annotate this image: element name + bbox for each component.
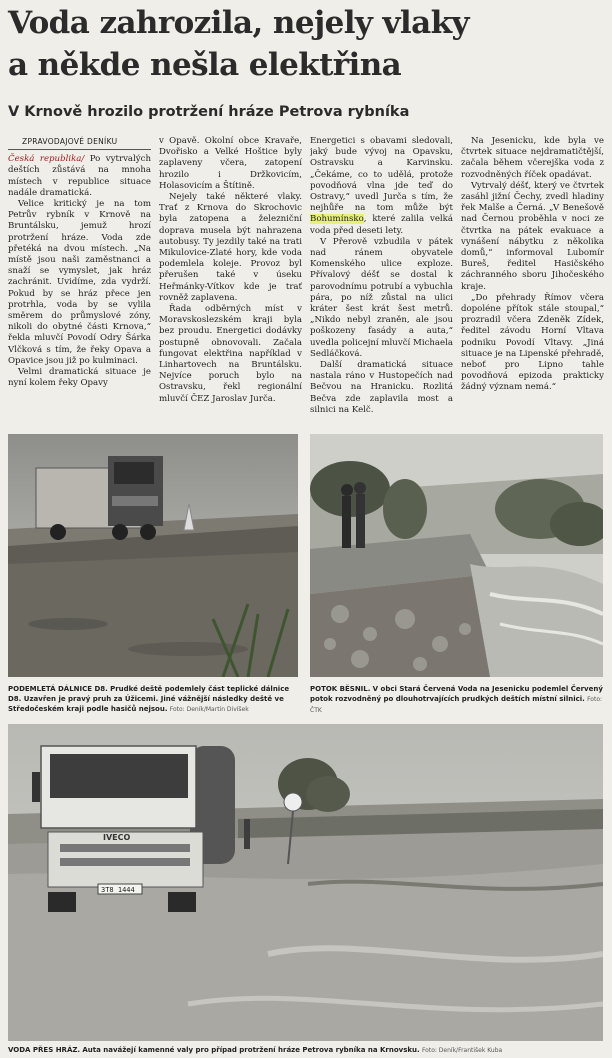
caption-lead: POTOK BĚSNIL. <box>310 685 371 693</box>
caption-lead: VODA PŘES HRÁZ. <box>8 1046 81 1054</box>
paragraph: Na Jesenicku, kde byla ve čtvrtek situace nejdramatičtější, začala během včerejška voda z rozvodněných říček opadávat. <box>461 136 604 180</box>
article-column-1 <box>8 136 151 428</box>
paragraph <box>310 136 453 237</box>
stream-photo-illustration <box>310 434 603 677</box>
photo-caption-dam <box>8 1045 603 1056</box>
headline-line-2: a někde nešla elektřina <box>8 47 402 83</box>
photo-credit: Foto: ČTK <box>310 696 603 714</box>
photo-highway <box>8 434 298 677</box>
paragraph: Řada odběrných míst v Moravskoslezském kraji byla bez proudu. Energetici dodávky postupně obnovovali. Začala fungovat elektřina například v Linhartovech na Bruntálsku. Nejvíce poruch bylo na Ostravsku, řekl regionální mluvčí ČEZ Jaroslav Jurča. <box>159 304 302 404</box>
paragraph-text: , které zalila velká voda před deseti lety. <box>310 214 453 236</box>
paragraph: Další dramatická situace nastala ráno v Hustopečích nad Bečvou na Hranicku. Rozlitá Bečva zde zaplavila most a silnici na Kelč. <box>310 360 453 415</box>
paragraph-text: Po vytrvalých deštích zůstává na mnoha místech v republice situace nadále dramatická. <box>8 154 151 198</box>
paragraph: „Do přehrady Římov včera dopoléne přítok stále stoupal,“ prozradil včera Zdeněk Zídek, ředitel závodu Horní Vltava podniku Povodí Vltavy. „Jiná situace je na Lipenské přehradě, neboť pro Lipno tahle povodňová epizoda prakticky žádný význam nemá.“ <box>461 292 604 393</box>
paragraph: V Přerově vzbudila v pátek nad ránem obyvatele Komenského ulice exploze. Přívalový déšť se dostal k parovodnímu potrubí a vybuchla pára, po níž zůstal na ulici kráter šest krát šest metrů. „Nikdo nebyl zraněn, ale jsou poškozeny fasády a auta,“ uvedla policejní mluvčí Michaela Sedláčková. <box>310 236 453 359</box>
photo-dam <box>8 724 603 1041</box>
paragraph: Velice kritický je na tom Petrův rybník v Krnově na Bruntálsku, jemuž hrozí protržení hráze. Voda zde přetéká na dvou místech. „Na místě jsou naši zaměstnanci a snaží se vymyslet, jak hráz zachránit. Uvidíme, zda vydrží. Pokud by se hráz přece jen protrhla, voda by se vylila směrem do průmyslové zóny, nikoli do obytné části Krnova,“ řekla mluvčí Povodí Odry Šárka Vlčková s tím, že řeky Opava a Opavice jsou již po kulminaci. <box>8 199 151 366</box>
caption-text: Auta navážejí kamenné valy pro případ protržení hráze Petrova rybníka na Krnovsku. <box>82 1046 420 1054</box>
headline-line-1: Voda zahrozila, nejely vlaky <box>8 5 469 41</box>
rubric: ZPRAVODAJOVÉ DENÍKU <box>8 136 151 150</box>
license-plate: 3T8 1444 <box>101 886 135 894</box>
truck-brand-logo: IVECO <box>103 833 131 842</box>
paragraph: v Opavě. Okolní obce Kravaře, Dvořisko a Velké Hoštice byly zaplaveny včera, zatopení hrozilo i Držkovicím, Holasovicím a Štítině. <box>159 136 302 191</box>
photo-caption-highway <box>8 684 298 715</box>
article-column-3 <box>310 136 453 428</box>
headline <box>8 2 608 86</box>
paragraph-text: Energetici s obavami sledovali, jaký bude vývoj na Opavsku, Ostravsku a Karvinsku. „Čekáme, co to udělá, protože povodňová vlna jde teď do Ostravy,“ uvedl Jurča s tím, že nejhůře na tom může být <box>310 136 453 214</box>
caption-lead: PODEMLETÁ DÁLNICE D8. <box>8 685 108 693</box>
photo-credit: Foto: Deník/František Kuba <box>421 1047 503 1054</box>
photo-caption-stream <box>310 684 603 716</box>
article-column-2 <box>159 136 302 428</box>
article-column-4 <box>461 136 604 428</box>
paragraph <box>8 154 151 199</box>
dam-photo-illustration <box>8 724 603 1041</box>
subheadline: V Krnově hrozilo protržení hráze Petrova rybníka <box>8 104 410 120</box>
highway-photo-illustration <box>8 434 298 677</box>
paragraph: Vytrvalý déšť, který ve čtvrtek zasáhl jižní Čechy, zvedl hladiny řek Malše a Černá. „V Benešově nad Černou proběhla v noci ze čtvrtka na pátek evakuace a vynášení nábytku z několika domů,“ informoval Lubomír Bureš, ředitel Hasičského záchranného sboru Jihočeského kraje. <box>461 180 604 292</box>
photo-credit: Foto: Deník/Martin Divíšek <box>169 706 249 713</box>
caption-text: Prudké deště podemlely část teplické dálnice D8. Uzavřen je pravý pruh za Úžicemi. Jiné vážnější následky deště ve Středočeském kraji podle hasičů nejsou. <box>8 685 290 713</box>
region-label: Česká republika/ <box>8 154 85 165</box>
paragraph: Velmi dramatická situace je nyní kolem řeky Opavy <box>8 367 151 389</box>
photo-stream <box>310 434 603 677</box>
caption-text: V obci Stará Červená Voda na Jesenicku podemlel Červený potok rozvodněný po dlouhotrvajících prudkých deštích místní silnici. <box>310 685 603 703</box>
highlighted-text: Bohumínsko <box>310 214 364 225</box>
paragraph: Nejely také některé vlaky. Trať z Krnova do Skrochovic byla zatopena a železniční doprava musela být nahrazena autobusy. Ty jezdily také na trati Mikulovice-Zlaté hory, kde voda podemlela koleje. Provoz byl přerušen také v úseku Heřmánky-Vítkov kde je trať rovněž zaplavena. <box>159 192 302 303</box>
